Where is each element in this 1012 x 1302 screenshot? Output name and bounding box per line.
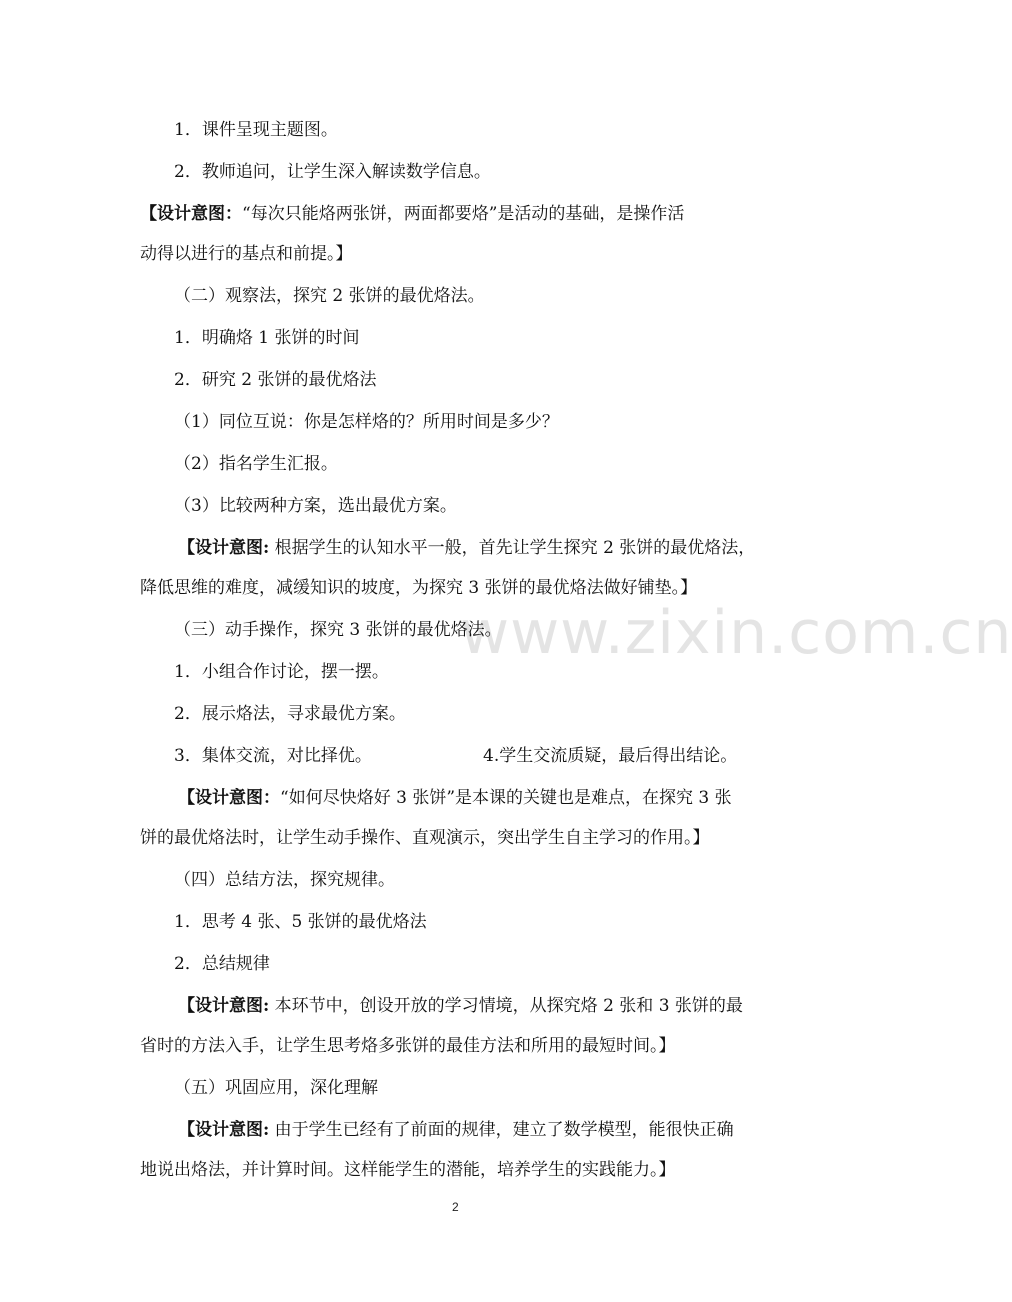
line-text: （3）比较两种方案，选出最优方案。: [174, 496, 457, 516]
line-text: 2．教师追问，让学生深入解读数学信息。: [174, 162, 491, 182]
text-line: [174, 327, 359, 349]
section-heading: [174, 285, 485, 307]
line-text: 根据学生的认知水平一般，首先让学生探究 2 张饼的最优烙法，: [269, 538, 756, 558]
design-intent-line: [178, 537, 755, 559]
line-text: （二）观察法，探究 2 张饼的最优烙法。: [174, 286, 485, 306]
line-text: 4.学生交流质疑，最后得出结论。: [483, 746, 738, 766]
section-heading: [174, 619, 502, 641]
line-text: 1．思考 4 张、5 张饼的最优烙法: [174, 912, 427, 932]
line-text: 3．集体交流，对比择优。: [174, 746, 372, 766]
design-intent-label: 【设计意图:: [178, 1120, 270, 1140]
line-text: 饼的最优烙法时，让学生动手操作、直观演示，突出学生自主学习的作用。】: [140, 828, 710, 848]
line-text: “如何尽快烙好 3 张饼”是本课的关键也是难点，在探究 3 张: [280, 788, 732, 808]
design-intent-line: [178, 1119, 734, 1141]
line-text: （三）动手操作，探究 3 张饼的最优烙法。: [174, 620, 502, 640]
design-intent-label: 【设计意图：: [178, 788, 280, 808]
line-text: “每次只能烙两张饼，两面都要烙”是活动的基础，是操作活: [242, 204, 685, 224]
watermark: www.zixin.com.cn: [460, 598, 1012, 668]
text-line: [174, 161, 491, 183]
line-text: 动得以进行的基点和前提。】: [140, 244, 353, 264]
page-number: 2: [452, 1200, 459, 1214]
line-text: 1．课件呈现主题图。: [174, 120, 338, 140]
line-text: 1．小组合作讨论，摆一摆。: [174, 662, 389, 682]
text-line: [174, 703, 406, 725]
design-intent-line: [140, 203, 684, 225]
text-line: [174, 495, 457, 517]
line-text: 降低思维的难度，减缓知识的坡度，为探究 3 张饼的最优烙法做好铺垫。】: [140, 578, 698, 598]
design-intent-label: 【设计意图:: [178, 996, 270, 1016]
text-line: [174, 411, 559, 433]
line-text: （2）指名学生汇报。: [174, 454, 338, 474]
line-text: 1．明确烙 1 张饼的时间: [174, 328, 360, 348]
text-line: [174, 745, 372, 767]
line-text: 省时的方法入手，让学生思考烙多张饼的最佳方法和所用的最短时间。】: [140, 1036, 676, 1056]
text-line: [174, 953, 270, 975]
line-text: （五）巩固应用，深化理解: [174, 1078, 378, 1098]
line-text: 2．研究 2 张饼的最优烙法: [174, 370, 377, 390]
line-text: 本环节中，创设开放的学习情境，从探究烙 2 张和 3 张饼的最: [269, 996, 743, 1016]
line-text: （1）同位互说：你是怎样烙的？所用时间是多少？: [174, 412, 559, 432]
line-text: 由于学生已经有了前面的规律，建立了数学模型，能很快正确: [269, 1120, 734, 1140]
line-text: 地说出烙法，并计算时间。这样能学生的潜能，培养学生的实践能力。】: [140, 1160, 676, 1180]
design-intent-label: 【设计意图:: [178, 538, 270, 558]
text-line: [174, 369, 376, 391]
text-line: [174, 911, 427, 933]
design-intent-line: [178, 787, 732, 809]
text-line: [140, 1159, 676, 1181]
line-text: 2．展示烙法，寻求最优方案。: [174, 704, 406, 724]
line-text: 2．总结规律: [174, 954, 270, 974]
text-line: [140, 1035, 676, 1057]
text-line: [174, 661, 389, 683]
text-line: [174, 453, 338, 475]
text-line: [483, 745, 737, 767]
section-heading: [174, 1077, 378, 1099]
text-line: [140, 577, 697, 599]
text-line: [140, 243, 353, 265]
text-line: [174, 119, 338, 141]
design-intent-line: [178, 995, 743, 1017]
line-text: （四）总结方法，探究规律。: [174, 870, 395, 890]
design-intent-label: 【设计意图：: [140, 204, 242, 224]
section-heading: [174, 869, 395, 891]
text-line: [140, 827, 710, 849]
